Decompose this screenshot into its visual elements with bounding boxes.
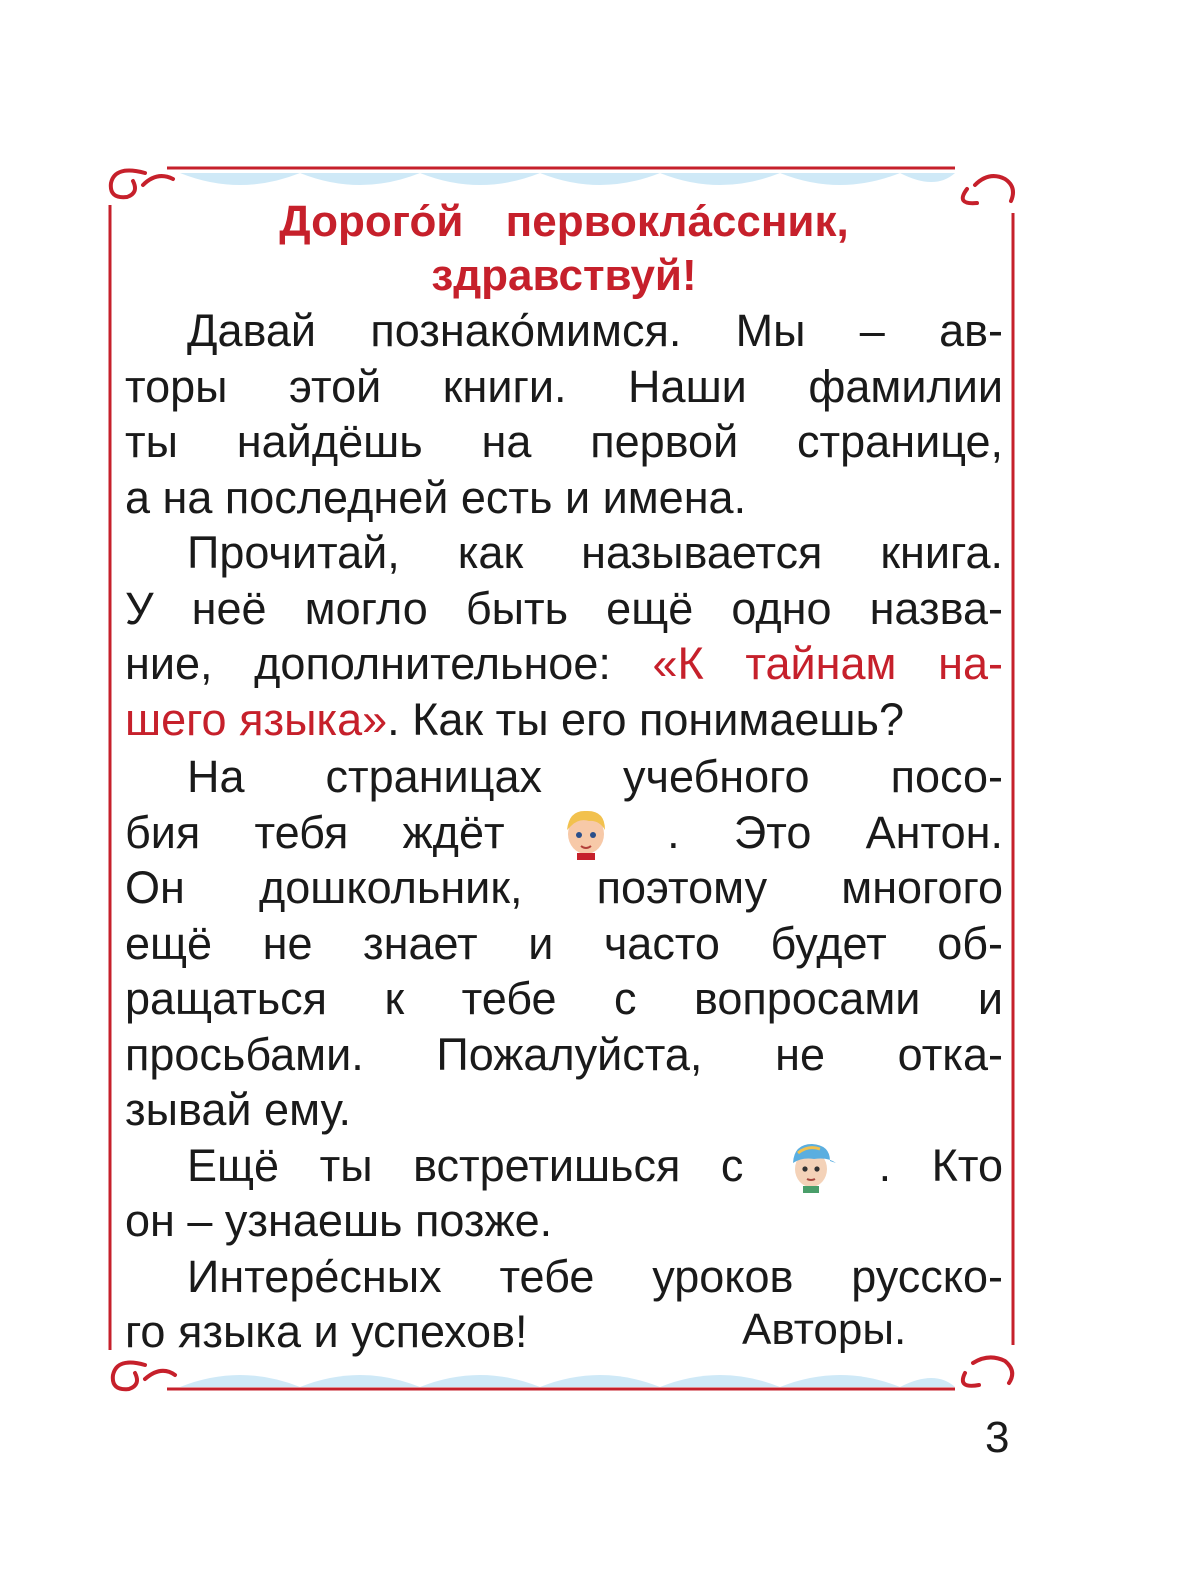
p5-line: Интере́сных тебе уроков русско- bbox=[187, 1250, 1003, 1302]
p2-line bbox=[125, 692, 1003, 748]
p2-line: Прочитай, как называется книга. bbox=[187, 527, 1003, 578]
p2-text: ние, дополнительное: bbox=[125, 638, 611, 689]
p1-line: ты найдёшь на первой странице, bbox=[125, 416, 1003, 467]
title-line-2: здравствуй! bbox=[431, 251, 697, 300]
p3-text: . Это Антон. bbox=[667, 806, 1003, 858]
anton-boy-icon bbox=[559, 806, 613, 860]
letter-title bbox=[125, 195, 1003, 303]
p3-line: На страницах учебного посо- bbox=[187, 751, 1003, 802]
paragraph-1 bbox=[125, 303, 1003, 525]
paragraph-3 bbox=[125, 749, 1003, 1138]
p3-text: бия тебя ждёт bbox=[125, 806, 505, 858]
p2-line bbox=[125, 636, 1003, 692]
p3-line: ращаться к тебе с вопросами и bbox=[125, 973, 1003, 1024]
p2-line: У неё могло быть ещё одно назва- bbox=[125, 582, 1003, 634]
p3-line: Он дошкольник, поэтому многого bbox=[125, 862, 1003, 913]
p1-line: Давай познако́мимся. Мы – ав- bbox=[187, 305, 1003, 356]
p4-line bbox=[125, 1138, 1003, 1194]
page-number: 3 bbox=[985, 1413, 1010, 1462]
p1-line: а на последней есть и имена. bbox=[125, 471, 747, 523]
signature: Авторы. bbox=[742, 1305, 907, 1354]
p2-text: . Как ты его понимаешь? bbox=[387, 693, 904, 745]
p4-text: Ещё ты встретишься с bbox=[187, 1139, 744, 1191]
p1-line: торы этой книги. Наши фамилии bbox=[125, 360, 1003, 412]
p5-line: го языка и успехов! bbox=[125, 1306, 528, 1357]
title-line-1: Дорого́й первокла́ссник, bbox=[279, 197, 849, 246]
paragraph-4 bbox=[125, 1138, 1003, 1249]
cap-boy-icon bbox=[784, 1139, 838, 1193]
book-subtitle-part-2: шего языка» bbox=[125, 693, 388, 745]
p3-line: ещё не знает и часто будет об- bbox=[125, 917, 1003, 969]
letter-content bbox=[125, 195, 1003, 1360]
p3-line: просьбами. Пожалуйста, не отка- bbox=[125, 1028, 1003, 1080]
p3-line: зывай ему. bbox=[125, 1084, 352, 1135]
p3-line bbox=[125, 805, 1003, 861]
p4-text: . Кто bbox=[878, 1139, 1003, 1191]
book-subtitle-part-1: «К тайнам на- bbox=[652, 638, 1003, 689]
paragraph-2 bbox=[125, 525, 1003, 747]
p4-line: он – узнаешь позже. bbox=[125, 1195, 553, 1246]
